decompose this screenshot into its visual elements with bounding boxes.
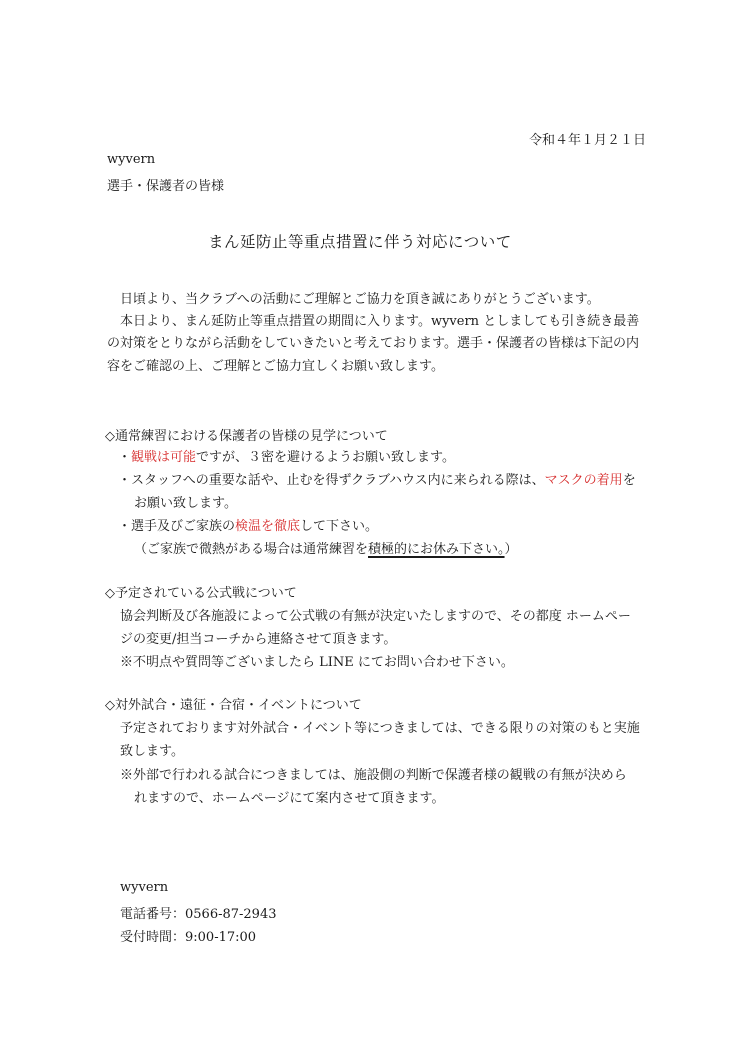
document-date: 令和４年１月２１日	[528, 133, 646, 148]
addressee: 選手・保護者の皆様	[107, 179, 225, 194]
intro-line: 本日より、まん延防止等重点措置の期間に入ります。wyvern としましても引き続き最善	[120, 314, 640, 329]
intro-line: の対策をとりながら活動をしていきたいと考えております。選手・保護者の皆様は下記の内	[107, 336, 639, 351]
section-line: ※不明点や質問等ございましたら LINE にてお問い合わせ下さい。	[120, 655, 514, 670]
business-hours: 受付時間：9:00-17:00	[120, 930, 257, 945]
bullet-temperature: ・選手及びご家族の検温を徹底して下さい。	[118, 519, 379, 534]
section-line: 協会判断及び各施設によって公式戦の有無が決定いたしますので、その都度 ホームペー	[120, 609, 631, 624]
section-line: ジの変更/担当コーチから連絡させて頂きます。	[120, 632, 397, 647]
section-heading: ◇予定されている公式戦について	[105, 586, 297, 601]
section-line: れますので、ホームページにて案内させて頂きます。	[134, 791, 445, 806]
bullet-viewing: ・観戦は可能ですが、３密を避けるようお願い致します。	[118, 450, 455, 465]
highlight-text: 観戦は可能	[131, 450, 197, 465]
fever-note: （ご家族で微熱がある場合は通常練習を積極的にお休み下さい。）	[134, 542, 518, 557]
section-line: 致します。	[120, 744, 184, 759]
intro-line: 日頃より、当クラブへの活動にご理解とご協力を頂き誠にありがとうございます。	[120, 292, 600, 307]
highlight-text: 検温を徹底	[235, 519, 301, 534]
highlight-text: マスクの着用	[544, 473, 623, 488]
intro-line: 容をご確認の上、ご理解とご協力宜しくお願い致します。	[107, 359, 444, 374]
bullet-mask: ・スタッフへの重要な話や、止むを得ずクラブハウス内に来られる際は、マスクの着用を	[118, 473, 636, 488]
underlined-text: 積極的にお休み下さい。	[368, 542, 505, 557]
section-line: ※外部で行われる試合につきましては、施設側の判断で保護者様の観戦の有無が決めら	[120, 768, 627, 783]
section-line: 予定されております対外試合・イベント等につきましては、できる限りの対策のもと実施	[120, 721, 640, 736]
phone-number: 電話番号：0566-87-2943	[120, 907, 277, 922]
bullet-mask-continued: お願い致します。	[134, 496, 237, 511]
section-heading: ◇対外試合・遠征・合宿・イベントについて	[105, 698, 362, 713]
footer-org: wyvern	[120, 880, 169, 895]
section-heading: ◇通常練習における保護者の皆様の見学について	[105, 429, 388, 444]
document-title: まん延防止等重点措置に伴う対応について	[208, 233, 512, 251]
organization-name: wyvern	[107, 152, 156, 167]
